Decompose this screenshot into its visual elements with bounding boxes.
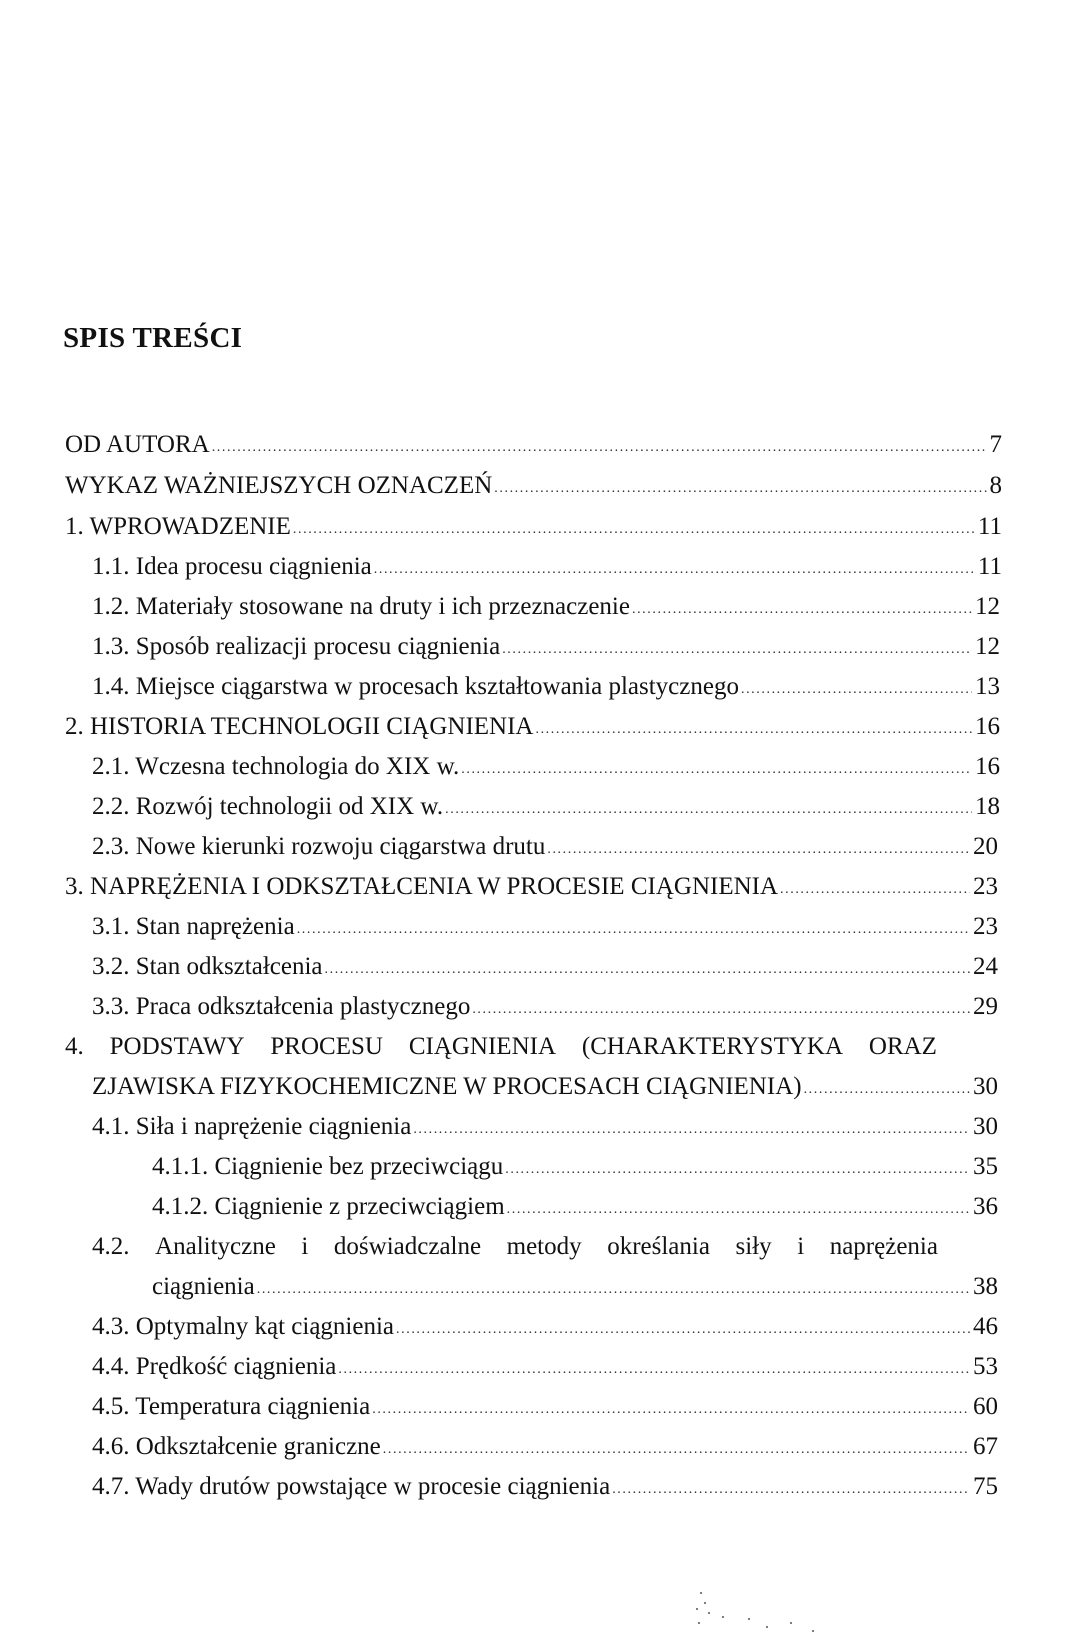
toc-entry-word: (CHARAKTERYSTYKA bbox=[581, 1033, 844, 1060]
toc-entry-word: ORAZ bbox=[868, 1033, 937, 1060]
toc-entry-label: 1.4. Miejsce ciągarstwa w procesach kształtowania plastycznego bbox=[92, 673, 739, 700]
toc-entry-page: 11 bbox=[977, 513, 1002, 540]
toc-entry-page: 30 bbox=[973, 1073, 998, 1100]
toc-entry-label: 3. NAPRĘŻENIA I ODKSZTAŁCENIA W PROCESIE CIĄGNIENIA bbox=[65, 873, 779, 900]
dot-leader bbox=[257, 1275, 970, 1305]
toc-entry-page: 53 bbox=[973, 1353, 998, 1380]
toc-entry[interactable] bbox=[65, 471, 1002, 505]
toc-entry-word: i bbox=[797, 1233, 805, 1260]
toc-entry-page: 11 bbox=[977, 553, 1002, 580]
dot-leader bbox=[547, 835, 970, 865]
toc-entry-word: naprężenia bbox=[829, 1233, 938, 1260]
toc-entry-word: PROCESU bbox=[270, 1033, 383, 1060]
scan-artifact bbox=[686, 1588, 846, 1638]
dot-leader bbox=[297, 915, 970, 945]
toc-entry-page: 7 bbox=[989, 431, 1002, 458]
toc-entry[interactable] bbox=[152, 1192, 998, 1226]
toc-entry-label: 2.2. Rozwój technologii od XIX w. bbox=[92, 793, 444, 820]
toc-entry-label: 1.3. Sposób realizacji procesu ciągnienia bbox=[92, 633, 501, 660]
dot-leader bbox=[445, 795, 972, 825]
toc-entry-label: 2. HISTORIA TECHNOLOGII CIĄGNIENIA bbox=[65, 713, 534, 740]
toc-entry-label: 4.1.2. Ciągnienie z przeciwciągiem bbox=[152, 1193, 505, 1220]
toc-entry-word: doświadczalne bbox=[333, 1233, 482, 1260]
dot-leader bbox=[338, 1355, 970, 1385]
dot-leader bbox=[383, 1435, 970, 1465]
toc-entry-page: 46 bbox=[973, 1313, 998, 1340]
toc-entry-page: 60 bbox=[973, 1393, 998, 1420]
toc-entry-label: 3.2. Stan odkształcenia bbox=[92, 953, 323, 980]
toc-entry-label: 1. WPROWADZENIE bbox=[65, 513, 291, 540]
toc-entry[interactable] bbox=[92, 952, 998, 986]
dot-leader bbox=[293, 515, 975, 545]
toc-entry[interactable] bbox=[92, 1312, 998, 1346]
toc-entry-word: określania bbox=[607, 1233, 710, 1260]
toc-entry-label: 4.7. Wady drutów powstające w procesie ciągnienia bbox=[92, 1473, 611, 1500]
toc-entry[interactable] bbox=[92, 1112, 998, 1146]
toc-entry-page: 75 bbox=[973, 1473, 998, 1500]
toc-entry[interactable] bbox=[92, 992, 998, 1026]
toc-entry[interactable] bbox=[65, 430, 1002, 464]
toc-entry-page: 13 bbox=[975, 673, 1000, 700]
toc-entry-page: 23 bbox=[973, 913, 998, 940]
dot-leader bbox=[741, 675, 972, 705]
toc-entry-label: WYKAZ WAŻNIEJSZYCH OZNACZEŃ bbox=[65, 472, 493, 499]
toc-entry-label: ciągnienia bbox=[152, 1273, 255, 1300]
toc-entry-word: 4. bbox=[65, 1033, 84, 1060]
dot-leader bbox=[502, 635, 972, 665]
toc-entry[interactable] bbox=[92, 672, 1000, 706]
toc-entry-page: 16 bbox=[975, 753, 1000, 780]
dot-leader bbox=[612, 1475, 970, 1505]
toc-entry-page: 35 bbox=[973, 1153, 998, 1180]
toc-entry-label: 4.6. Odkształcenie graniczne bbox=[92, 1433, 381, 1460]
toc-entry[interactable] bbox=[92, 1352, 998, 1386]
toc-entry[interactable] bbox=[65, 872, 998, 906]
toc-entry-label: 1.2. Materiały stosowane na druty i ich przeznaczenie bbox=[92, 593, 630, 620]
toc-entry-page: 18 bbox=[975, 793, 1000, 820]
dot-leader bbox=[632, 595, 972, 625]
toc-entry-word: i bbox=[301, 1233, 309, 1260]
toc-entry-page: 12 bbox=[975, 593, 1000, 620]
toc-entry-label: 4.1. Siła i naprężenie ciągnienia bbox=[92, 1113, 412, 1140]
toc-entry[interactable] bbox=[92, 552, 1002, 586]
toc-entry-label: OD AUTORA bbox=[65, 431, 210, 458]
toc-entry[interactable] bbox=[92, 1472, 998, 1506]
toc-entry[interactable] bbox=[92, 752, 1000, 786]
toc-entry-page: 24 bbox=[973, 953, 998, 980]
toc-entry-label: 4.4. Prędkość ciągnienia bbox=[92, 1353, 337, 1380]
toc-entry-word: metody bbox=[506, 1233, 582, 1260]
toc-entry-word: PODSTAWY bbox=[109, 1033, 245, 1060]
toc-entry[interactable] bbox=[92, 1392, 998, 1426]
toc-entry[interactable] bbox=[92, 632, 1000, 666]
dot-leader bbox=[505, 1155, 970, 1185]
toc-entry-label: 2.1. Wczesna technologia do XIX w. bbox=[92, 753, 460, 780]
toc-entry[interactable] bbox=[65, 712, 1000, 746]
toc-entry-label: 1.1. Idea procesu ciągnienia bbox=[92, 553, 372, 580]
toc-entry[interactable] bbox=[152, 1152, 998, 1186]
toc-entry-word: Analityczne bbox=[155, 1233, 276, 1260]
dot-leader bbox=[396, 1315, 970, 1345]
toc-entry-multiline-first-line[interactable] bbox=[92, 1232, 938, 1262]
toc-entry[interactable] bbox=[92, 1072, 998, 1106]
toc-entry[interactable] bbox=[65, 512, 1002, 546]
dot-leader bbox=[780, 875, 970, 905]
toc-entry-page: 38 bbox=[973, 1273, 998, 1300]
toc-entry-page: 8 bbox=[989, 472, 1002, 499]
toc-entry[interactable] bbox=[92, 912, 998, 946]
dot-leader bbox=[374, 555, 975, 585]
toc-entry-label: 4.3. Optymalny kąt ciągnienia bbox=[92, 1313, 395, 1340]
toc-entry-label: 3.1. Stan naprężenia bbox=[92, 913, 295, 940]
toc-entry-page: 16 bbox=[975, 713, 1000, 740]
dot-leader bbox=[212, 433, 987, 463]
toc-entry-page: 12 bbox=[975, 633, 1000, 660]
toc-entry-page: 30 bbox=[973, 1113, 998, 1140]
toc-entry-label: 4.5. Temperatura ciągnienia bbox=[92, 1393, 371, 1420]
toc-entry[interactable] bbox=[92, 592, 1000, 626]
toc-entry-word: siły bbox=[735, 1233, 772, 1260]
toc-entry-page: 36 bbox=[973, 1193, 998, 1220]
toc-entry-page: 23 bbox=[973, 873, 998, 900]
toc-entry-label: 4.1.1. Ciągnienie bez przeciwciągu bbox=[152, 1153, 504, 1180]
dot-leader bbox=[472, 995, 970, 1025]
dot-leader bbox=[507, 1195, 970, 1225]
toc-entry-label: ZJAWISKA FIZYKOCHEMICZNE W PROCESACH CIĄGNIENIA) bbox=[92, 1073, 802, 1100]
toc-entry[interactable] bbox=[92, 792, 1000, 826]
page-title: SPIS TREŚCI bbox=[63, 322, 243, 354]
dot-leader bbox=[372, 1395, 970, 1425]
toc-entry-page: 67 bbox=[973, 1433, 998, 1460]
toc-entry[interactable] bbox=[92, 832, 998, 866]
toc-entry-label: 3.3. Praca odkształcenia plastycznego bbox=[92, 993, 471, 1020]
toc-entry[interactable] bbox=[152, 1272, 998, 1306]
dot-leader bbox=[325, 955, 971, 985]
toc-entry-word: CIĄGNIENIA bbox=[408, 1033, 557, 1060]
dot-leader bbox=[494, 474, 986, 504]
dot-leader bbox=[804, 1075, 970, 1105]
toc-entry-label: 2.3. Nowe kierunki rozwoju ciągarstwa drutu bbox=[92, 833, 546, 860]
dot-leader bbox=[535, 715, 972, 745]
toc-entry-word: 4.2. bbox=[92, 1233, 130, 1260]
dot-leader bbox=[461, 755, 972, 785]
toc-entry-page: 29 bbox=[973, 993, 998, 1020]
toc-entry-page: 20 bbox=[973, 833, 998, 860]
toc-entry[interactable] bbox=[92, 1432, 998, 1466]
toc-entry-multiline-first-line[interactable] bbox=[65, 1032, 937, 1062]
dot-leader bbox=[413, 1115, 970, 1145]
